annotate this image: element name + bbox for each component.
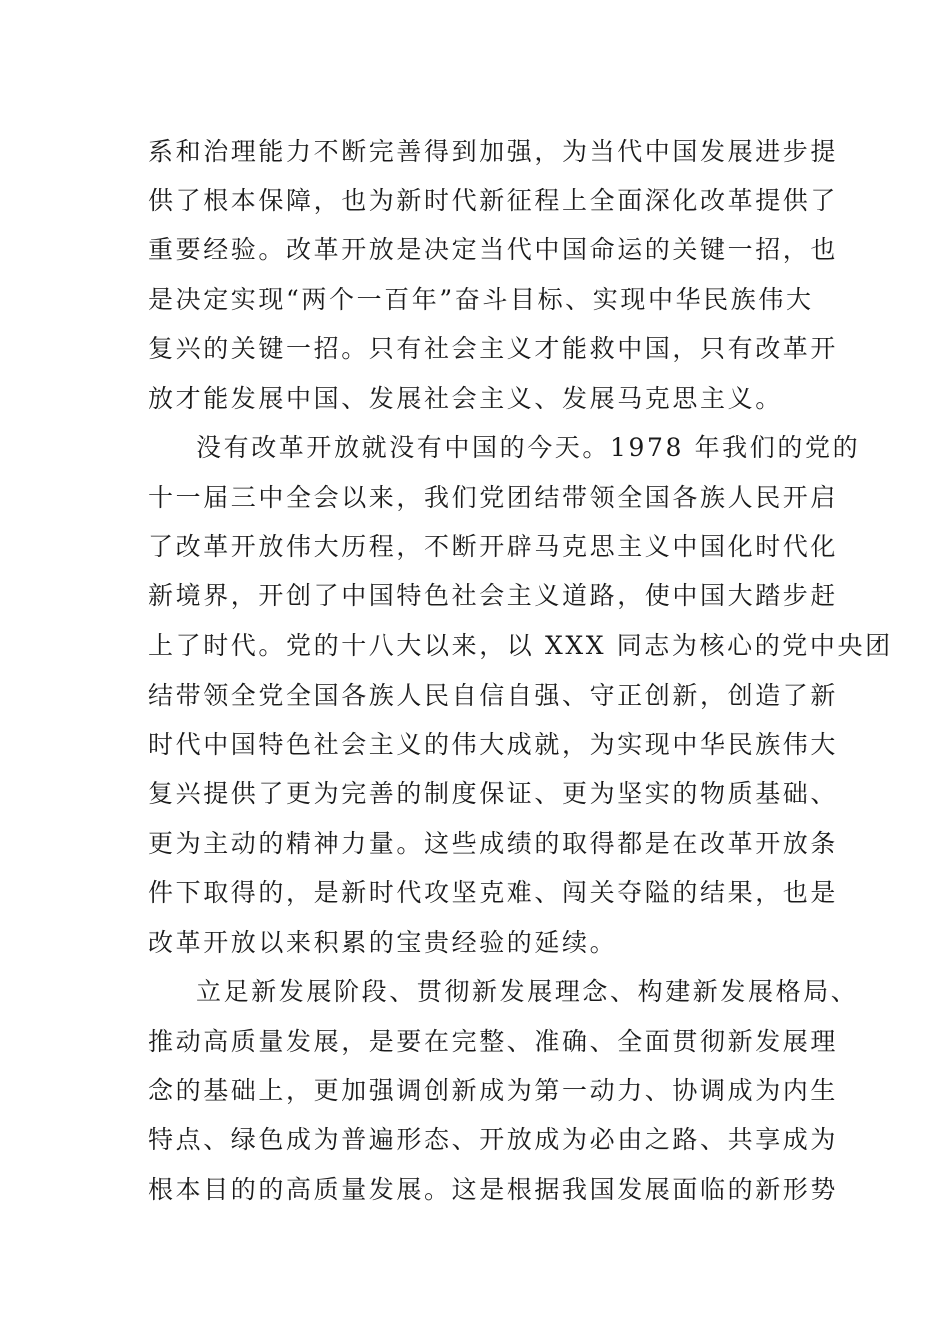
paragraph-1-line-1: 系和治理能力不断完善得到加强，为当代中国发展进步提 [148,137,839,166]
paragraph-1-line-3: 重要经验。改革开放是决定当代中国命运的关键一招，也 [148,235,839,264]
paragraph-2-line-2: 十一届三中全会以来，我们党团结带领全国各族人民开启 [148,483,839,512]
paragraph-2-line-3: 了改革开放伟大历程，不断开辟马克思主义中国化时代化 [148,532,839,561]
paragraph-3-line-3: 念的基础上，更加强调创新成为第一动力、协调成为内生 [148,1076,839,1105]
paragraph-3-line-2: 推动高质量发展，是要在完整、准确、全面贯彻新发展理 [148,1027,839,1056]
paragraph-2-line-9: 更为主动的精神力量。这些成绩的取得都是在改革开放条 [148,829,839,858]
paragraph-2-line-5: 上了时代。党的十八大以来，以 XXX 同志为核心的党中央团 [148,631,893,660]
paragraph-2-line-7: 时代中国特色社会主义的伟大成就，为实现中华民族伟大 [148,730,839,759]
paragraph-2-line-4: 新境界，开创了中国特色社会主义道路，使中国大踏步赶 [148,581,839,610]
paragraph-2-line-10: 件下取得的，是新时代攻坚克难、闯关夺隘的结果，也是 [148,878,839,907]
paragraph-1-line-6: 放才能发展中国、发展社会主义、发展马克思主义。 [148,384,783,413]
paragraph-3-line-4: 特点、绿色成为普遍形态、开放成为必由之路、共享成为 [148,1125,839,1154]
paragraph-1-line-4: 是决定实现“两个一百年”奋斗目标、实现中华民族伟大 [148,285,814,314]
paragraph-1-line-5: 复兴的关键一招。只有社会主义才能救中国，只有改革开 [148,334,839,363]
paragraph-2-line-6: 结带领全党全国各族人民自信自强、守正创新，创造了新 [148,681,839,710]
paragraph-3-line-5: 根本目的的高质量发展。这是根据我国发展面临的新形势 [148,1175,839,1204]
paragraph-2-line-1: 没有改革开放就没有中国的今天。1978 年我们的党的 [196,433,861,462]
paragraph-3-line-1: 立足新发展阶段、贯彻新发展理念、构建新发展格局、 [196,977,859,1006]
paragraph-2-line-8: 复兴提供了更为完善的制度保证、更为坚实的物质基础、 [148,779,839,808]
paragraph-1-line-2: 供了根本保障，也为新时代新征程上全面深化改革提供了 [148,186,839,215]
paragraph-2-line-11: 改革开放以来积累的宝贵经验的延续。 [148,928,618,957]
